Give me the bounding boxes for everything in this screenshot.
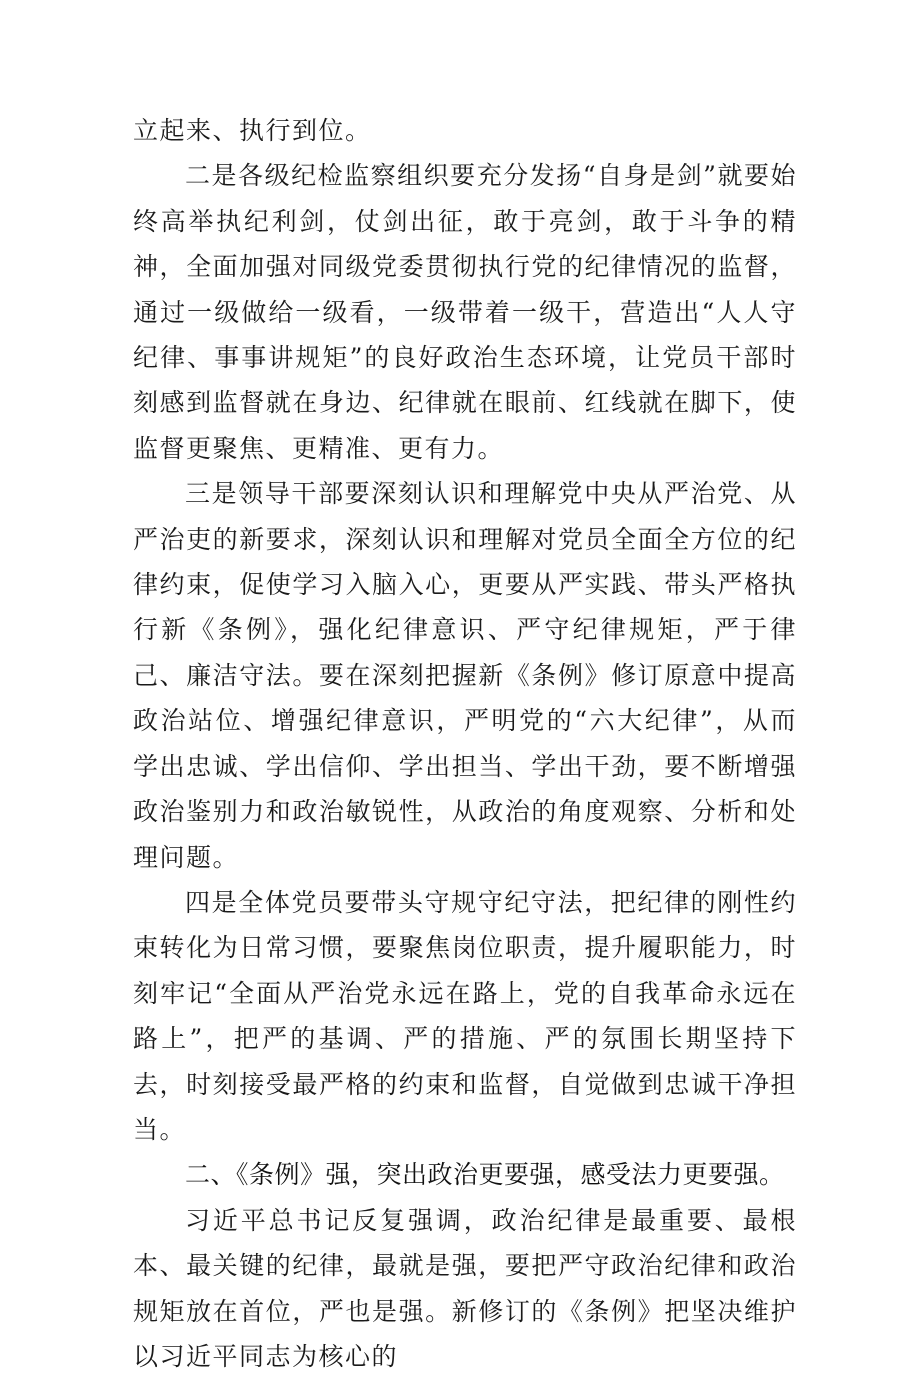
paragraph-section-intro: 习近平总书记反复强调，政治纪律是最重要、最根本、最关键的纪律，最就是强，要把严守政治纪律和政治规矩放在首位，严也是强。新修订的《条例》把坚决维护以习近平同志为核心的 [133,1205,797,1371]
section-heading: 二、《条例》强，突出政治更要强，感受法力更要强。 [185,1160,785,1190]
paragraph-point-four: 四是全体党员要带头守规守纪守法，把纪律的刚性约束转化为日常习惯，要聚焦岗位职责，提升履职能力，时刻牢记“全面从严治党永远在路上，党的自我革命永远在路上”，把严的基调、严的措施、严的氛围长期坚持下去，时刻接受最严格的约束和监督，自觉做到忠诚干净担当。 [133,887,797,1144]
paragraph-continuation: 立起来、执行到位。 [133,116,372,145]
document-body [133,108,797,1379]
paragraph-point-two: 二是各级纪检监察组织要充分发扬“自身是剑”就要始终高举执纪利剑，仗剑出征，敢于亮剑，敢于斗争的精神，全面加强对同级党委贯彻执行党的纪律情况的监督，通过一级做给一级看，一级带着一级干，营造出“人人守纪律、事事讲规矩”的良好政治生态环境，让党员干部时刻感到监督就在身边、纪律就在眼前、红线就在脚下，使监督更聚焦、更精准、更有力。 [133,161,797,463]
paragraph-point-three: 三是领导干部要深刻认识和理解党中央从严治党、从严治吏的新要求，深刻认识和理解对党员全面全方位的纪律约束，促使学习入脑入心，更要从严实践、带头严格执行新《条例》，强化纪律意识、严守纪律规矩，严于律己、廉洁守法。要在深刻把握新《条例》修订原意中提高政治站位、增强纪律意识，严明党的“六大纪律”，从而学出忠诚、学出信仰、学出担当、学出干劲，要不断增强政治鉴别力和政治敏锐性，从政治的角度观察、分析和处理问题。 [133,479,797,872]
